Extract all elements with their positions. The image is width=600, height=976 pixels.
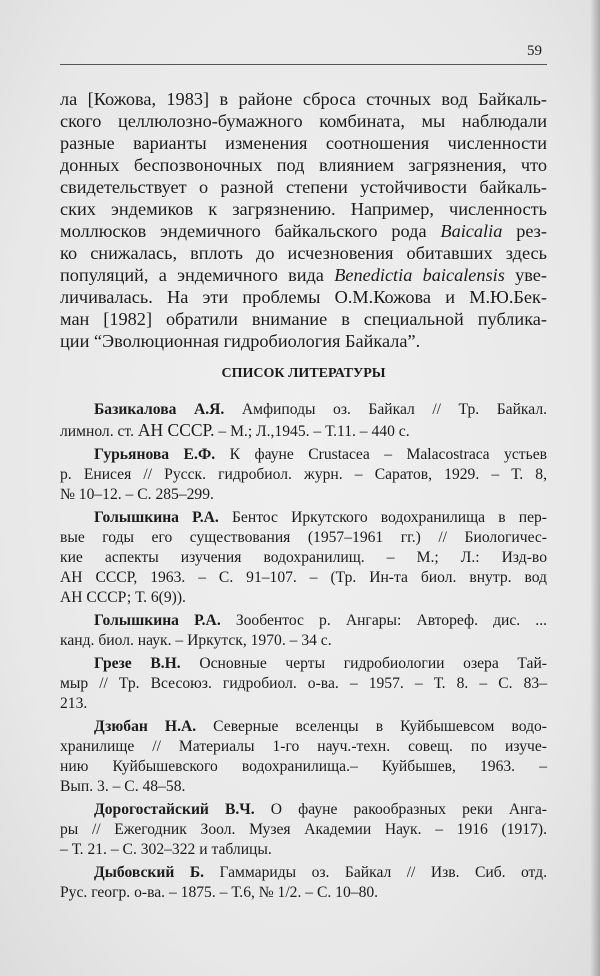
text-segment: О фауне ракообразных реки Анга- xyxy=(254,801,547,818)
text-line: ского целлюлозно-бумажного комбината, мы наблюдали xyxy=(60,111,547,131)
text-line xyxy=(60,800,547,820)
reference-author: Голышкина Р.А. xyxy=(94,612,221,629)
references-heading: СПИСОК ЛИТЕРАТУРЫ xyxy=(221,366,386,381)
reference-author: Голышкина Р.А. xyxy=(94,509,219,526)
text-line: свидетельствует о разной степени устойчивости байкаль- xyxy=(60,177,547,197)
text-line: кие аспекты изучения водохранилищ. – М.; Л.: Изд-во xyxy=(60,549,547,566)
page-edge-shadow xyxy=(590,0,600,976)
text-line: нию Куйбышевского водохранилища.– Куйбышев, 1963. – xyxy=(60,758,547,775)
text-line xyxy=(60,445,547,465)
text-segment: моллюсков эндемичного байкальского рода xyxy=(60,221,441,241)
reference-author: Базикалова А.Я. xyxy=(94,401,225,418)
text-line xyxy=(60,508,547,528)
text-segment: АН СССР. xyxy=(137,420,215,440)
text-line: ции “Эволюционная гидробиология Байкала”. xyxy=(60,331,421,351)
text-line xyxy=(60,264,547,286)
text-line: Вып. 3. – С. 48–58. xyxy=(60,778,186,795)
reference-entry xyxy=(60,863,547,903)
text-line xyxy=(60,611,547,631)
reference-entry xyxy=(60,611,547,651)
text-line xyxy=(60,863,547,883)
reference-entry xyxy=(60,508,547,608)
text-line: АН СССР; Т. 6(9)). xyxy=(60,589,186,606)
text-line: вые годы его существования (1957–1961 гг.) // Биологичес- xyxy=(60,529,547,546)
reference-entry xyxy=(60,654,547,714)
text-line: хранилище // Материалы 1-го науч.-техн. совещ. по изуче- xyxy=(60,738,547,755)
header-rule xyxy=(60,64,547,65)
text-line: ман [1982] обратили внимание в специальной публика- xyxy=(60,309,547,329)
text-line: мыр // Тр. Всесоюз. гидробиол. о-ва. – 1957. – Т. 8. – С. 83– xyxy=(60,675,547,692)
text-line: 213. xyxy=(60,695,88,712)
text-line: личивалась. На эти проблемы О.М.Кожова и М.Ю.Бек- xyxy=(60,287,547,307)
reference-author: Дзюбан Н.А. xyxy=(94,718,197,735)
reference-entry xyxy=(60,445,547,505)
reference-author: Дыбовский Б. xyxy=(94,864,205,881)
text-line: канд. биол. наук. – Иркутск, 1970. – 34 с. xyxy=(60,632,332,649)
text-segment: Зообентос р. Ангары: Автореф. дис. ... xyxy=(220,612,547,629)
reference-entry xyxy=(60,400,547,442)
text-segment: рез- xyxy=(502,221,547,241)
species-name: Benedictia baicalensis xyxy=(334,265,505,285)
reference-author: Дорогостайский В.Ч. xyxy=(94,801,255,818)
text-segment: Северные вселенцы в Куйбышевсом водо- xyxy=(196,718,547,735)
text-segment: К фауне Crustacea – Malacostraca устьев xyxy=(215,446,547,463)
text-line xyxy=(60,220,547,242)
text-segment: уве- xyxy=(504,265,548,285)
text-line: донных беспозвоночных под влиянием загрязнения, что xyxy=(60,155,547,175)
page-number: 59 xyxy=(527,43,542,59)
reference-entry xyxy=(60,800,547,860)
text-segment: Амфиподы оз. Байкал // Тр. Байкал. xyxy=(224,401,548,418)
text-line: № 10–12. – С. 285–299. xyxy=(60,486,214,503)
text-line: АН СССР, 1963. – С. 91–107. – (Тр. Ин-та биол. внутр. вод xyxy=(60,569,547,586)
text-segment: – М.; Л.,1945. – Т.11. – 440 с. xyxy=(214,423,410,440)
text-line: ко снижалась, вплоть до исчезновения обитавших здесь xyxy=(60,243,547,263)
text-line: ских эндемиков к загрязнению. Например, численность xyxy=(60,199,547,219)
text-segment: Основные черты гидробиологии озера Тай- xyxy=(180,655,547,672)
reference-author: Гурьянова Е.Ф. xyxy=(94,446,216,463)
text-line xyxy=(60,400,547,420)
text-line: – Т. 21. – С. 302–322 и таблицы. xyxy=(60,841,272,858)
text-line xyxy=(60,420,547,442)
text-segment: Гаммариды оз. Байкал // Изв. Сиб. отд. xyxy=(204,864,548,881)
text-line: разные варианты изменения соотношения численности xyxy=(60,133,547,153)
text-line: р. Енисея // Русск. гидробиол. журн. – Саратов, 1929. – Т. 8, xyxy=(60,466,547,483)
reference-entry xyxy=(60,717,547,797)
reference-list xyxy=(60,400,547,906)
intro-paragraph xyxy=(60,88,547,352)
text-line xyxy=(60,654,547,674)
text-segment: популяций, а эндемичного вида xyxy=(60,265,335,285)
reference-author: Грезе В.Н. xyxy=(94,655,181,672)
text-line: Рус. геогр. о-ва. – 1875. – Т.6, № 1/2. – С. 10–80. xyxy=(60,884,379,901)
text-line xyxy=(60,717,547,737)
text-segment: лимнол. ст. xyxy=(60,423,138,440)
genus-name: Baicalia xyxy=(440,221,503,241)
text-line: ла [Кожова, 1983] в районе сброса сточных вод Байкаль- xyxy=(60,89,547,109)
text-line: ры // Ежегодник Зоол. Музея Академии Наук. – 1916 (1917). xyxy=(60,821,547,838)
text-segment: Бентос Иркутского водохранилища в пер- xyxy=(218,509,547,526)
